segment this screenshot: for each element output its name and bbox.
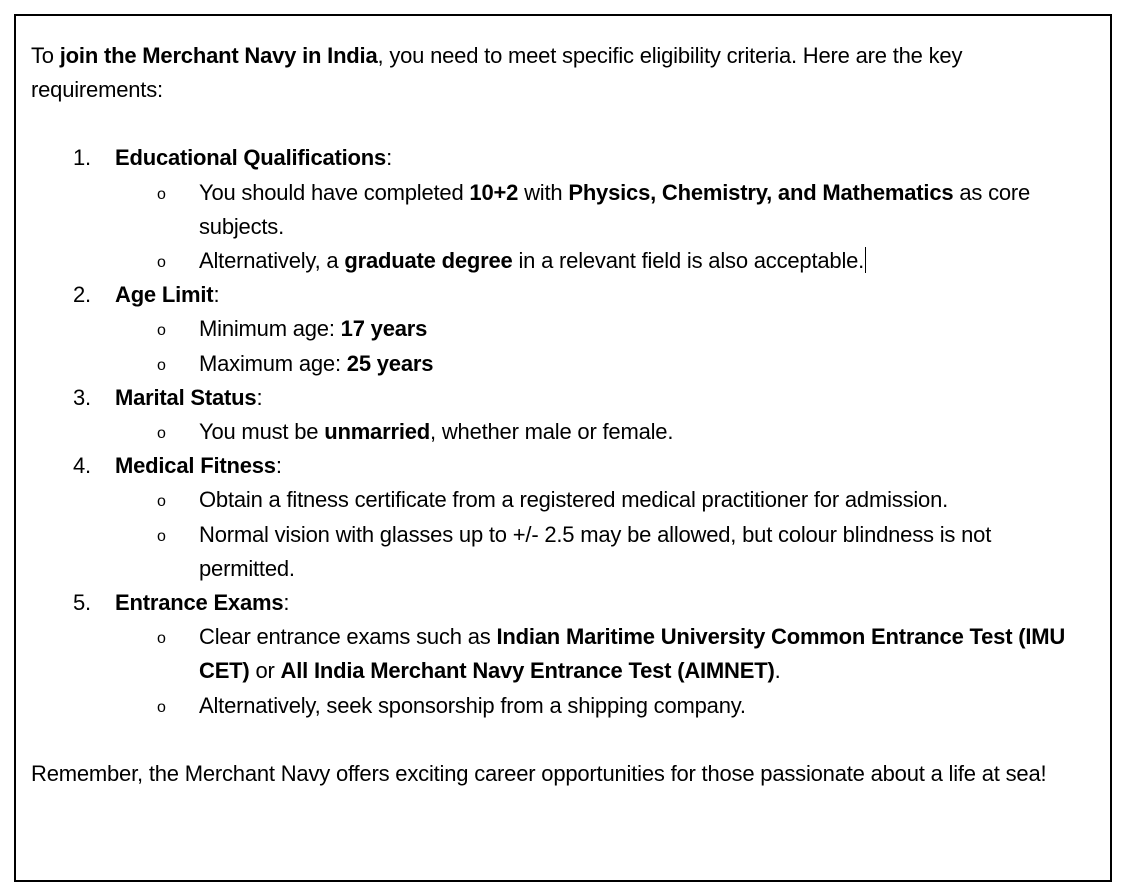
bullet-icon: o (157, 356, 166, 374)
sub-item (31, 518, 1081, 586)
text-run: All India Merchant Navy Entrance Test (AIMNET) (280, 658, 775, 684)
sub-item (31, 347, 1081, 381)
closing-paragraph: Remember, the Merchant Navy offers exciting career opportunities for those passionate about a life at sea! (31, 760, 1047, 786)
requirement-item: 5. Entrance Exams: o Clear entrance exams such as Indian Maritime University Common Entrance Test (IMU CET) or All India Merchant Navy Entrance Test (AIMNET). o Alternatively, seek sponsorship from a shipping company. (31, 586, 1081, 723)
text-run: or (249, 658, 281, 684)
bullet-icon: o (157, 322, 166, 340)
item-number: 3. (73, 384, 91, 410)
requirement-item: 3. Marital Status: o You must be unmarried, whether male or female. (31, 381, 1081, 449)
item-title: Marital Status (115, 384, 257, 410)
text-run: Physics, Chemistry, and Mathematics (568, 179, 954, 205)
text-cursor (865, 247, 866, 273)
text-run: 10+2 (469, 179, 519, 205)
item-title: Medical Fitness (115, 453, 276, 479)
text-run: graduate degree (344, 248, 513, 274)
sub-list (115, 620, 1081, 723)
item-number: 1. (73, 145, 91, 171)
text-run: as core subjects. (199, 179, 1031, 239)
text-run: Alternatively, seek sponsorship from a shipping company. (199, 692, 746, 718)
text-run: You should have completed (199, 179, 470, 205)
sub-list (115, 483, 1081, 586)
sub-item (31, 312, 1081, 346)
document-body[interactable] (31, 39, 1081, 791)
text-run: Maximum age: (199, 350, 347, 376)
item-title: Educational Qualifications (115, 145, 387, 171)
bullet-icon: o (157, 425, 166, 443)
text-run: with (518, 179, 569, 205)
spacer (31, 723, 1081, 757)
bullet-icon: o (157, 185, 166, 203)
item-number: 4. (73, 453, 91, 479)
item-title: Age Limit (115, 282, 214, 308)
item-number: 5. (73, 590, 91, 616)
item-number: 2. (73, 282, 91, 308)
text-run: in a relevant field is also acceptable. (512, 248, 865, 274)
item-title: Entrance Exams (115, 590, 284, 616)
requirement-item: 1. Educational Qualifications: o You should have completed 10+2 with Physics, Chemistry, and Mathematics as core subjects. o Alternatively, a graduate degree in a relevant field is also acceptable. (31, 141, 1081, 278)
requirements-list (31, 141, 1081, 722)
sub-list (115, 415, 1081, 449)
text-run: Indian Maritime University Common Entrance Test (IMU CET) (199, 624, 1066, 684)
text-run: 17 years (340, 316, 428, 342)
requirement-item: 4. Medical Fitness: o Obtain a fitness certificate from a registered medical practitioner for admission. o Normal vision with glasses up to +/- 2.5 may be allowed, but colour blindness is not permitted. (31, 449, 1081, 586)
bullet-icon: o (157, 527, 166, 545)
bullet-icon: o (157, 630, 166, 648)
text-run: Clear entrance exams such as (199, 624, 497, 650)
text-run: Normal vision with glasses up to +/- 2.5 may be allowed, but colour blindness is not permitted. (199, 521, 992, 581)
text-run: unmarried (324, 419, 431, 445)
text-run: , whether male or female. (430, 419, 674, 445)
intro-paragraph: To join the Merchant Navy in India, you need to meet specific eligibility criteria. Here are the key requirements: (31, 43, 963, 103)
text-run: 25 years (346, 350, 434, 376)
requirement-item: 2. Age Limit: o Minimum age: 17 years o Maximum age: 25 years (31, 278, 1081, 381)
bullet-icon: o (157, 698, 166, 716)
sub-list (115, 312, 1081, 380)
sub-item (31, 415, 1081, 449)
text-run: Alternatively, a (199, 248, 345, 274)
text-run: Obtain a fitness certificate from a registered medical practitioner for admission. (199, 487, 949, 513)
sub-item (31, 176, 1081, 244)
text-run: You must be (199, 419, 325, 445)
sub-item (31, 483, 1081, 517)
text-run: Minimum age: (199, 316, 341, 342)
bullet-icon: o (157, 254, 166, 272)
sub-item (31, 244, 1081, 278)
text-run: . (774, 658, 781, 684)
sub-item (31, 689, 1081, 723)
sub-item (31, 620, 1081, 688)
spacer (31, 107, 1081, 141)
bullet-icon: o (157, 493, 166, 511)
sub-list (115, 176, 1081, 279)
